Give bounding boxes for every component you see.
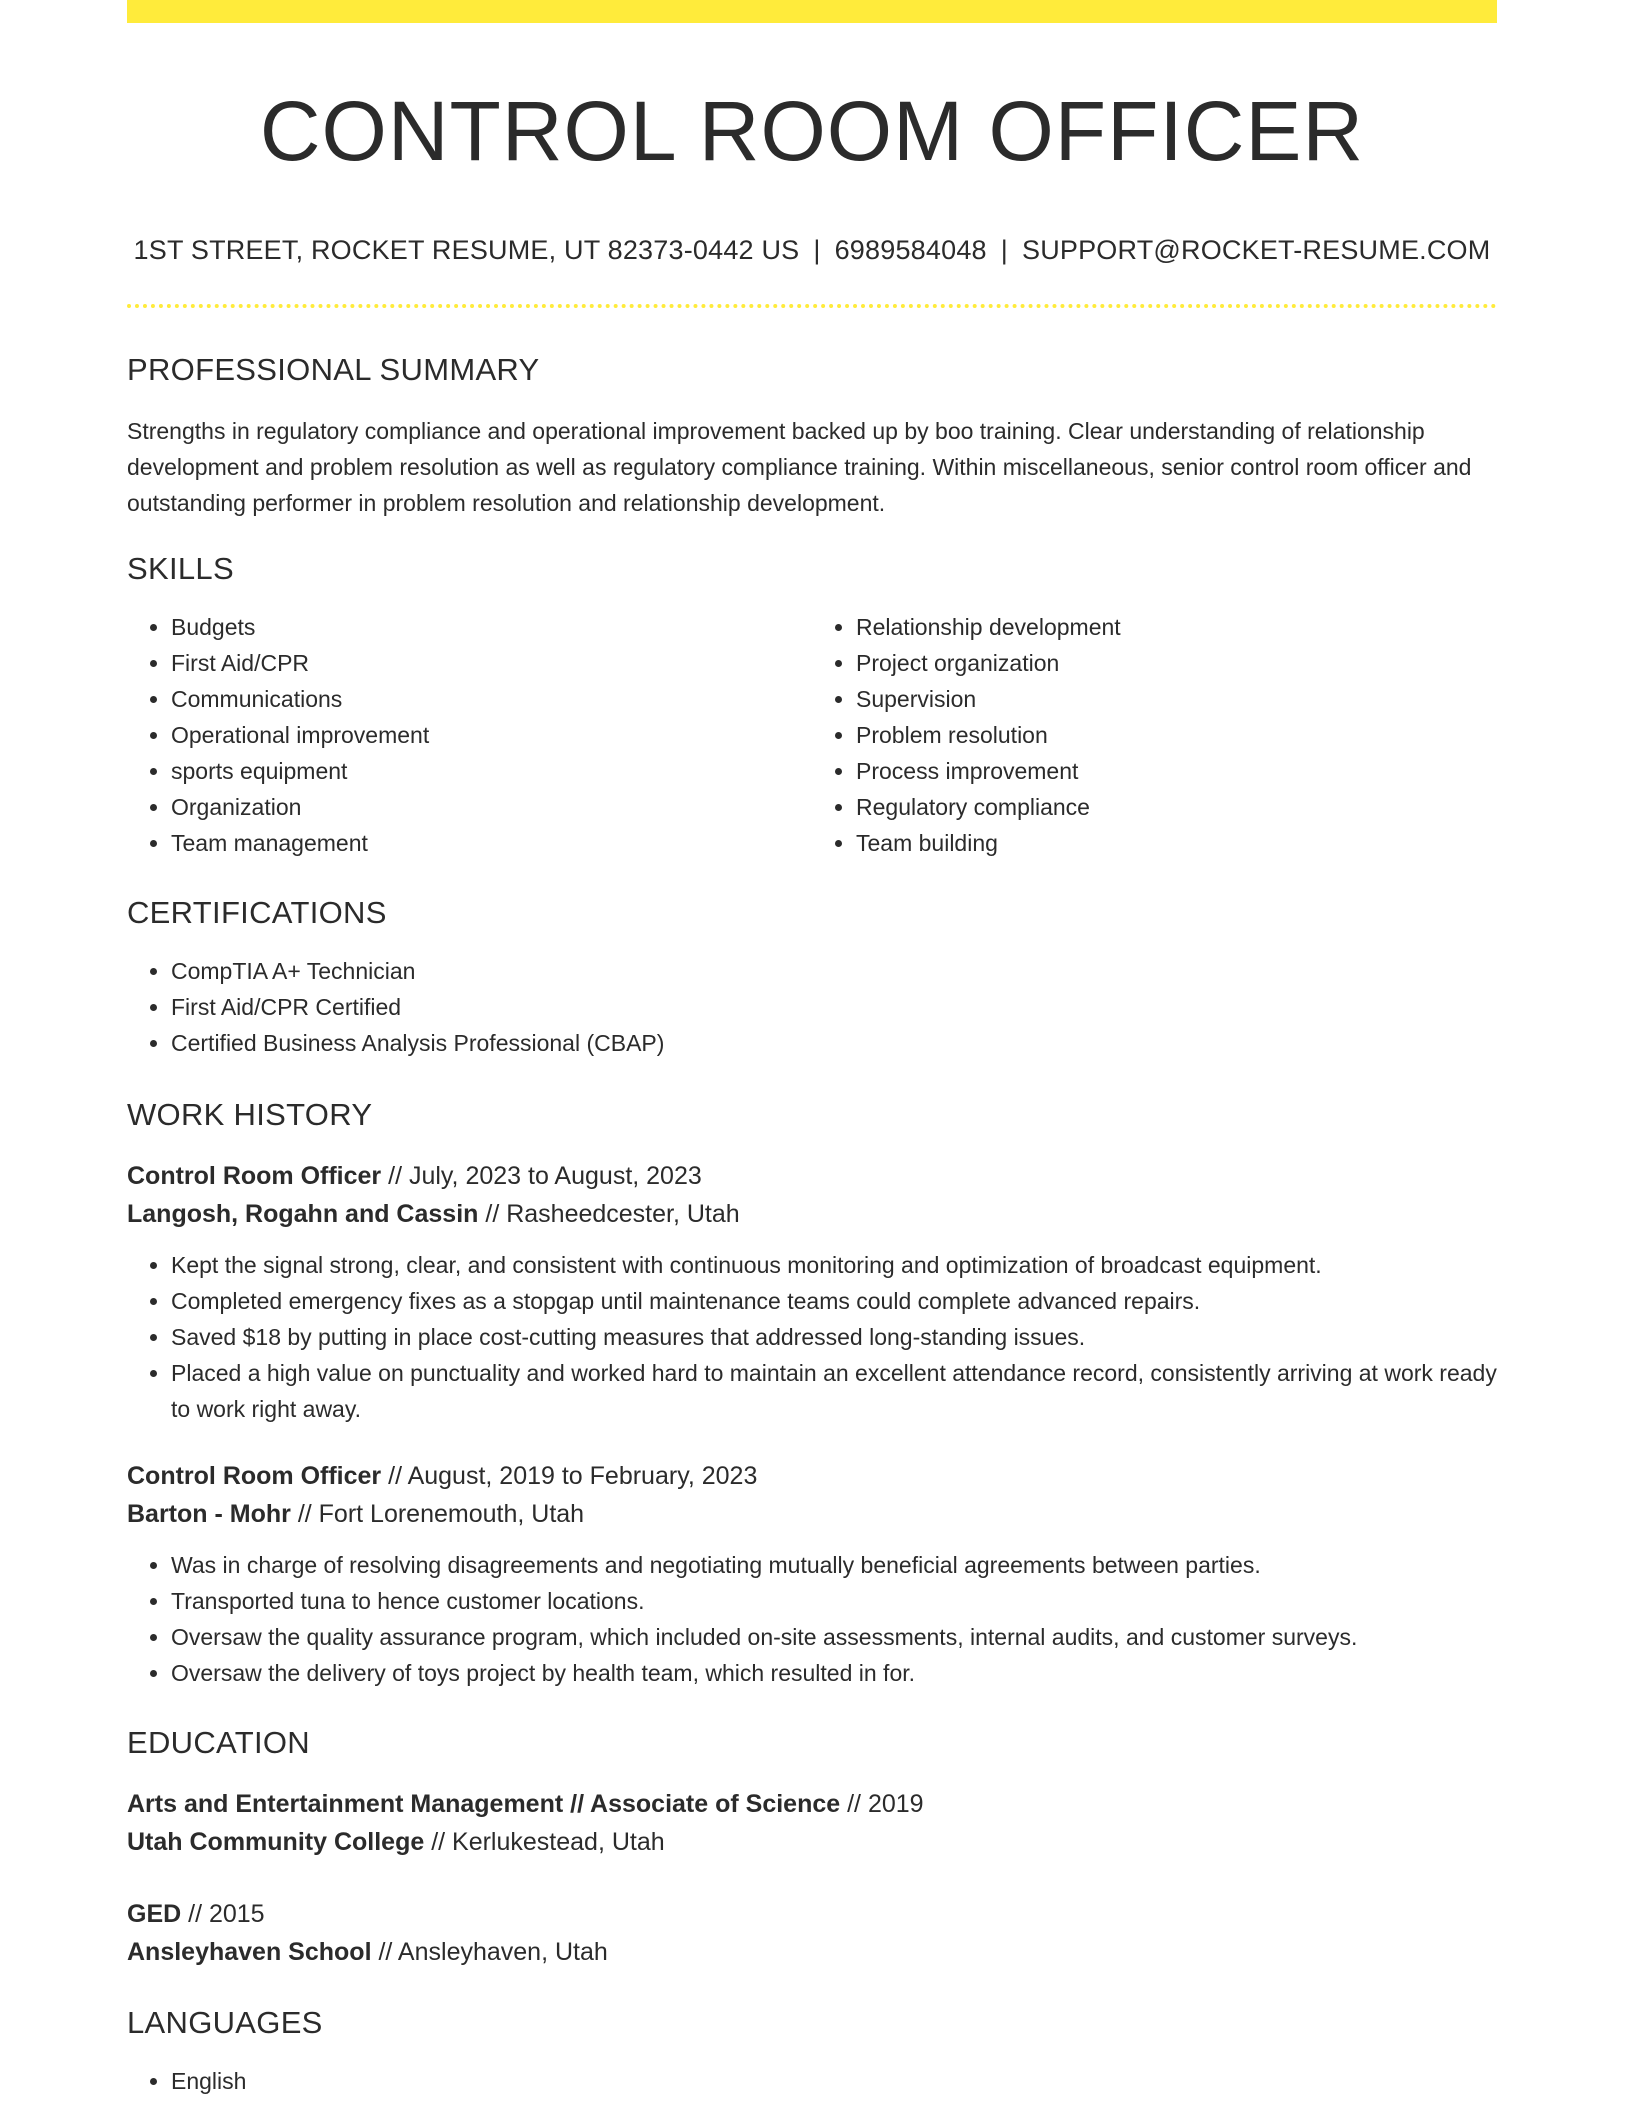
education-degree: Arts and Entertainment Management // Associate of Science: [127, 1790, 841, 1819]
job-bullet: • Kept the signal strong, clear, and consistent with continuous monitoring and optimization of broadcast equipment.: [171, 1247, 1497, 1283]
skill-item: • Supervision: [856, 681, 1497, 717]
education-degree-line: [127, 1895, 1497, 1933]
certifications-heading: CERTIFICATIONS: [127, 895, 387, 931]
education-location: // Kerlukestead, Utah: [424, 1828, 665, 1857]
certification-item: • First Aid/CPR Certified: [171, 989, 1497, 1025]
certification-item: • Certified Business Analysis Professional (CBAP): [171, 1025, 1497, 1061]
education-entry: [127, 1895, 1497, 1971]
job-location: // Rasheedcester, Utah: [478, 1200, 740, 1229]
summary-text: Strengths in regulatory compliance and operational improvement backed up by boo training. Clear understanding of relationship development and problem resolution as well as regulatory compliance training. Within miscellaneous, senior control room officer and outstanding performer in problem resolution and relationship development.: [127, 418, 1472, 517]
education-location: // Ansleyhaven, Utah: [371, 1938, 608, 1967]
job-title-line: [127, 1457, 1497, 1495]
skill-item: • Process improvement: [856, 753, 1497, 789]
top-accent-bar: [127, 0, 1497, 23]
candidate-name: CONTROL ROOM OFFICER: [259, 84, 1365, 178]
job-company-line: [127, 1495, 1497, 1533]
education-degree: GED: [127, 1900, 182, 1929]
education-degree-line: [127, 1785, 1497, 1823]
dotted-divider: [127, 304, 1497, 308]
contact-separator: |: [1000, 235, 1008, 266]
job-bullet: • Completed emergency fixes as a stopgap until maintenance teams could complete advanced repairs.: [171, 1283, 1497, 1319]
education-year: // 2019: [840, 1790, 924, 1819]
job-company-line: [127, 1195, 1497, 1233]
education-entry: [127, 1785, 1497, 1861]
skills-columns: [127, 609, 1497, 861]
education-school-line: [127, 1933, 1497, 1971]
skills-list-right: [812, 609, 1497, 861]
skill-item: • Organization: [171, 789, 812, 825]
job-company: Barton - Mohr: [127, 1500, 291, 1529]
job-role: Control Room Officer: [127, 1462, 382, 1491]
education-heading: EDUCATION: [127, 1725, 310, 1761]
skills-list-left: [127, 609, 812, 861]
job-dates: // August, 2019 to February, 2023: [381, 1462, 758, 1491]
skill-item: • First Aid/CPR: [171, 645, 812, 681]
skill-item: • Team building: [856, 825, 1497, 861]
job-entry: [127, 1157, 1497, 1427]
certifications-list: [127, 953, 1497, 1061]
job-dates: // July, 2023 to August, 2023: [381, 1162, 702, 1191]
skills-heading: SKILLS: [127, 551, 234, 587]
education-school: Utah Community College: [127, 1828, 425, 1857]
resume-page: [127, 0, 1497, 2099]
job-bullet: • Oversaw the delivery of toys project by health team, which resulted in for.: [171, 1655, 1497, 1691]
job-bullets: [127, 1247, 1497, 1427]
job-role: Control Room Officer: [127, 1162, 382, 1191]
job-title-line: [127, 1157, 1497, 1195]
skill-item: • Communications: [171, 681, 812, 717]
skill-item: • sports equipment: [171, 753, 812, 789]
contact-email: SUPPORT@ROCKET-RESUME.COM: [1021, 235, 1491, 266]
contact-separator: |: [813, 235, 821, 266]
skill-item: • Project organization: [856, 645, 1497, 681]
job-bullets: [127, 1547, 1497, 1691]
skill-item: • Relationship development: [856, 609, 1497, 645]
language-item: • English: [171, 2063, 1497, 2099]
languages-list: [127, 2063, 1497, 2099]
skill-item: • Regulatory compliance: [856, 789, 1497, 825]
skill-item: • Operational improvement: [171, 717, 812, 753]
languages-heading: LANGUAGES: [127, 2005, 323, 2041]
contact-address: 1ST STREET, ROCKET RESUME, UT 82373-0442 US: [133, 235, 800, 266]
job-bullet: • Saved $18 by putting in place cost-cutting measures that addressed long-standing issues.: [171, 1319, 1497, 1355]
education-year: // 2015: [181, 1900, 265, 1929]
summary-heading: PROFESSIONAL SUMMARY: [127, 352, 540, 388]
job-bullet: • Transported tuna to hence customer locations.: [171, 1583, 1497, 1619]
contact-line: [127, 235, 1497, 266]
job-bullet: • Placed a high value on punctuality and worked hard to maintain an excellent attendance record, consistently arriving at work ready to work right away.: [171, 1355, 1497, 1427]
skill-item: • Problem resolution: [856, 717, 1497, 753]
job-bullet: • Oversaw the quality assurance program, which included on-site assessments, internal audits, and customer surveys.: [171, 1619, 1497, 1655]
job-bullet: • Was in charge of resolving disagreements and negotiating mutually beneficial agreements between parties.: [171, 1547, 1497, 1583]
job-location: // Fort Lorenemouth, Utah: [290, 1500, 585, 1529]
education-school-line: [127, 1823, 1497, 1861]
skill-item: • Team management: [171, 825, 812, 861]
job-entry: [127, 1457, 1497, 1691]
education-school: Ansleyhaven School: [127, 1938, 372, 1967]
skill-item: • Budgets: [171, 609, 812, 645]
contact-phone: 6989584048: [834, 235, 987, 266]
work-history-heading: WORK HISTORY: [127, 1097, 373, 1133]
certification-item: • CompTIA A+ Technician: [171, 953, 1497, 989]
job-company: Langosh, Rogahn and Cassin: [127, 1200, 479, 1229]
